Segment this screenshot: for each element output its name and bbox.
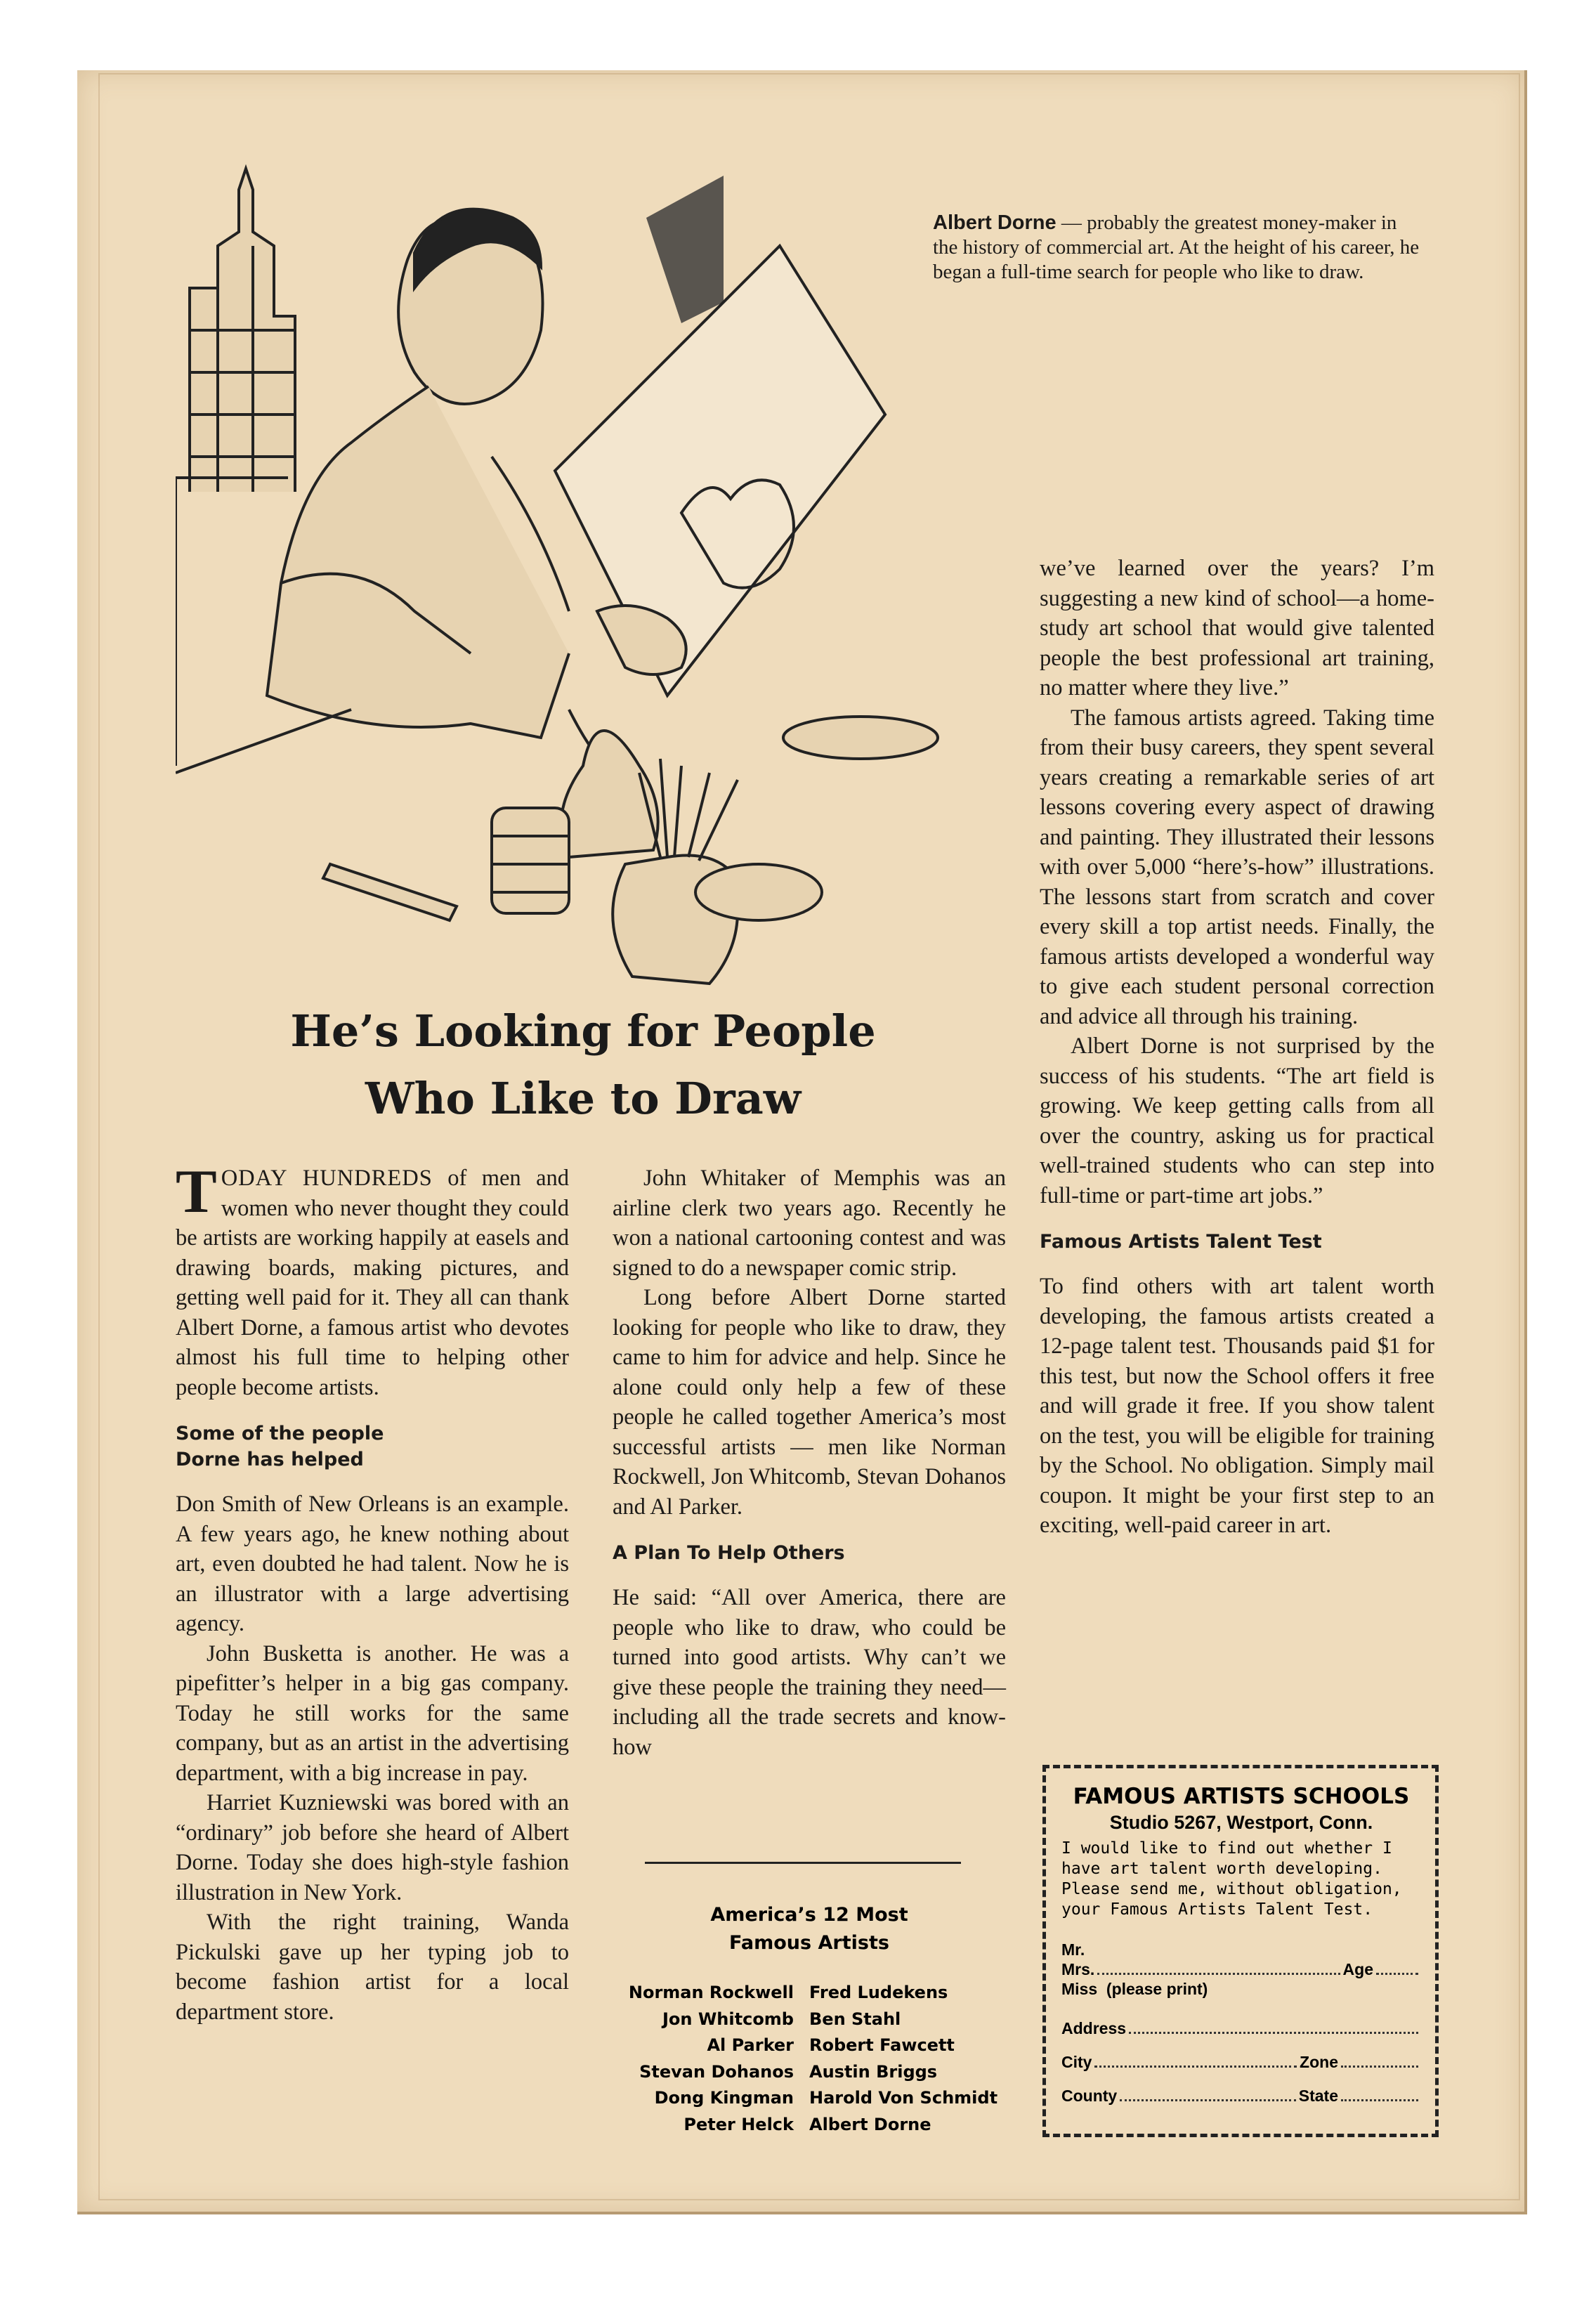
fill-line [1094,2063,1297,2068]
coupon-field-county-state[interactable] [1061,2086,1421,2106]
field-label: City [1061,2053,1092,2071]
photo-caption [933,211,1425,285]
fill-line [1129,2029,1418,2034]
paragraph: To find others with art talent worth developing, the famous artists created a 12-page talent test. Thousands paid $1 for this test, but now the School offers it free and will grade it free. If you show talent on the test, you will be eligible for training by the School. No obligation. Simply mail coupon. It might be your first step to an exciting, well-paid career in art. [1040,1274,1434,1538]
artist-row [604,2112,1026,2139]
mail-in-coupon[interactable] [1042,1765,1439,2137]
fill-line [1120,2096,1296,2101]
field-label: Miss [1061,1980,1098,1998]
body-column-2 [613,1163,1006,1762]
field-label: Zone [1300,2053,1338,2071]
paragraph: Harriet Kuzniewski was bored with an “ordinary” job before she heard of Albert Dorne. Today she does high-style fashion illustration in New York. [176,1790,569,1905]
coupon-field-city-zone[interactable] [1061,2052,1421,2072]
subhead-talent-test: Famous Artists Talent Test [1040,1231,1322,1253]
paragraph: John Busketta is another. He was a pipefitter’s helper in a big gas company. Today he still works for the same company, but as an artist in the advertising department, with a big increase in pay. [176,1640,569,1786]
paragraph [176,1158,569,1402]
body-column-1 [176,1158,569,2027]
artist-row [604,2059,1026,2086]
artist-row [604,1980,1026,2006]
field-label: Mrs. [1061,1960,1095,1978]
coupon-field-miss[interactable] [1061,1979,1421,1999]
coupon-field-mrs-age[interactable] [1061,1959,1421,1979]
artist-name: Harold Von Schmidt [809,2088,998,2108]
subhead-line: Some of the people [176,1423,384,1444]
artist-name: Stevan Dohanos [639,2061,794,2082]
caption-text: — probably the greatest money-maker in the history of commercial art. At the height of his career, he began a full-time search for people who like to draw. [933,211,1420,283]
fill-line [1341,2063,1418,2068]
artist-name: Fred Ludekens [809,1983,948,2002]
artists-title-line: America’s 12 Most [710,1904,908,1926]
divider [645,1862,961,1864]
fill-line [1097,1970,1340,1975]
fill-line [1341,2096,1418,2101]
artists-title-line: Famous Artists [729,1932,889,1954]
artist-row [604,2032,1026,2059]
field-note: (please print) [1106,1980,1208,1998]
coupon-title: FAMOUS ARTISTS SCHOOLS [1073,1784,1410,1809]
coupon-field-address[interactable] [1061,2018,1421,2038]
artist-row [604,2006,1026,2033]
artist-row [604,2085,1026,2112]
artist-name: Albert Dorne [809,2114,931,2134]
paragraph: John Whitaker of Memphis was an airline clerk two years ago. Recently he won a national cartooning contest and was signed to do a newspaper comic strip. [613,1166,1006,1281]
body-column-3 [1040,554,1434,1541]
headline-line-2: Who Like to Draw [365,1073,802,1124]
artist-name: Peter Helck [683,2114,794,2134]
field-label: Age [1342,1960,1373,1978]
artist-name: Dong Kingman [654,2088,794,2108]
artist-name: Jon Whitcomb [662,2009,794,2029]
artists-list [604,1980,1026,2138]
paragraph: Long before Albert Dorne started looking for people who like to draw, they came to him for advice and help. Since he alone could only help a few of these people he called together America’s most successful artists — men like Norman Rockwell, Jon Whitcomb, Stevan Dohanos and Al Parker. [613,1285,1006,1520]
artist-name: Norman Rockwell [628,1983,794,2002]
coupon-field-mr[interactable] [1061,1940,1421,1959]
headline-line-1: He’s Looking for People [290,1005,876,1057]
artist-name: Austin Briggs [809,2061,938,2082]
paragraph: He said: “All over America, there are people who like to draw, who could be turned into good artists. Why can’t we give these people the training they need—including all the trade secrets and know-how [613,1585,1006,1760]
paragraph: Don Smith of New Orleans is an example. A few years ago, he knew nothing about art, even doubted he had talent. Now he is an illustrator with a large advertising agency. [176,1492,569,1636]
albert-dorne-illustration [176,162,990,991]
coupon-body: I would like to find out whether I have art talent worth developing. Please send me, without obligation, your Famous Artists Talent Test. [1061,1839,1402,1919]
drop-cap: T [176,1158,217,1226]
subhead-plan: A Plan To Help Others [613,1542,845,1564]
caption-name: Albert Dorne [933,211,1057,234]
paragraph: With the right training, Wanda Pickulski gave up her typing job to become fashion artist for a local department store. [176,1910,569,2025]
fill-line [1376,1970,1418,1975]
artist-name: Ben Stahl [809,2009,901,2029]
paragraph: Albert Dorne is not surprised by the success of his students. “The art field is growing. We keep getting calls from all over the country, asking us for practical well-trained students who can step into full-time or part-time art jobs.” [1040,1033,1434,1208]
artist-name: Robert Fawcett [809,2035,955,2055]
field-label: Address [1061,2019,1127,2037]
headline [176,998,990,1133]
field-label: Mr. [1061,1940,1085,1959]
field-label: County [1061,2087,1118,2105]
subhead-people-helped [176,1421,569,1473]
artist-name: Al Parker [707,2035,794,2055]
lead-small-caps: ODAY HUNDREDS [221,1166,433,1191]
paragraph-text: of men and women who never thought they could be artists are working happily at easels and drawing boards, making pictures, and getting well paid for it. They all can thank Albert Dorne, a famous artist who devotes almost his full time to helping other people become artists. [176,1166,569,1400]
paragraph: we’ve learned over the years? I’m suggesting a new kind of school—a home-study art school that would give talented people the best professional art training, no matter where they live.” [1040,556,1434,700]
paragraph: The famous artists agreed. Taking time from their busy careers, they spent several years creating a remarkable series of art lessons covering every aspect of drawing and painting. They illustrated their lessons with over 5,000 “here’s-how” illustrations. The lessons start from scratch and cover every skill a top artist needs. Finally, the famous artists developed a wonderful way to give each student personal correction and advice all through his training. [1040,705,1434,1029]
artists-list-title [613,1901,1006,1957]
coupon-address: Studio 5267, Westport, Conn. [1109,1812,1373,1833]
subhead-line: Dorne has helped [176,1449,364,1470]
field-label: State [1298,2087,1338,2105]
